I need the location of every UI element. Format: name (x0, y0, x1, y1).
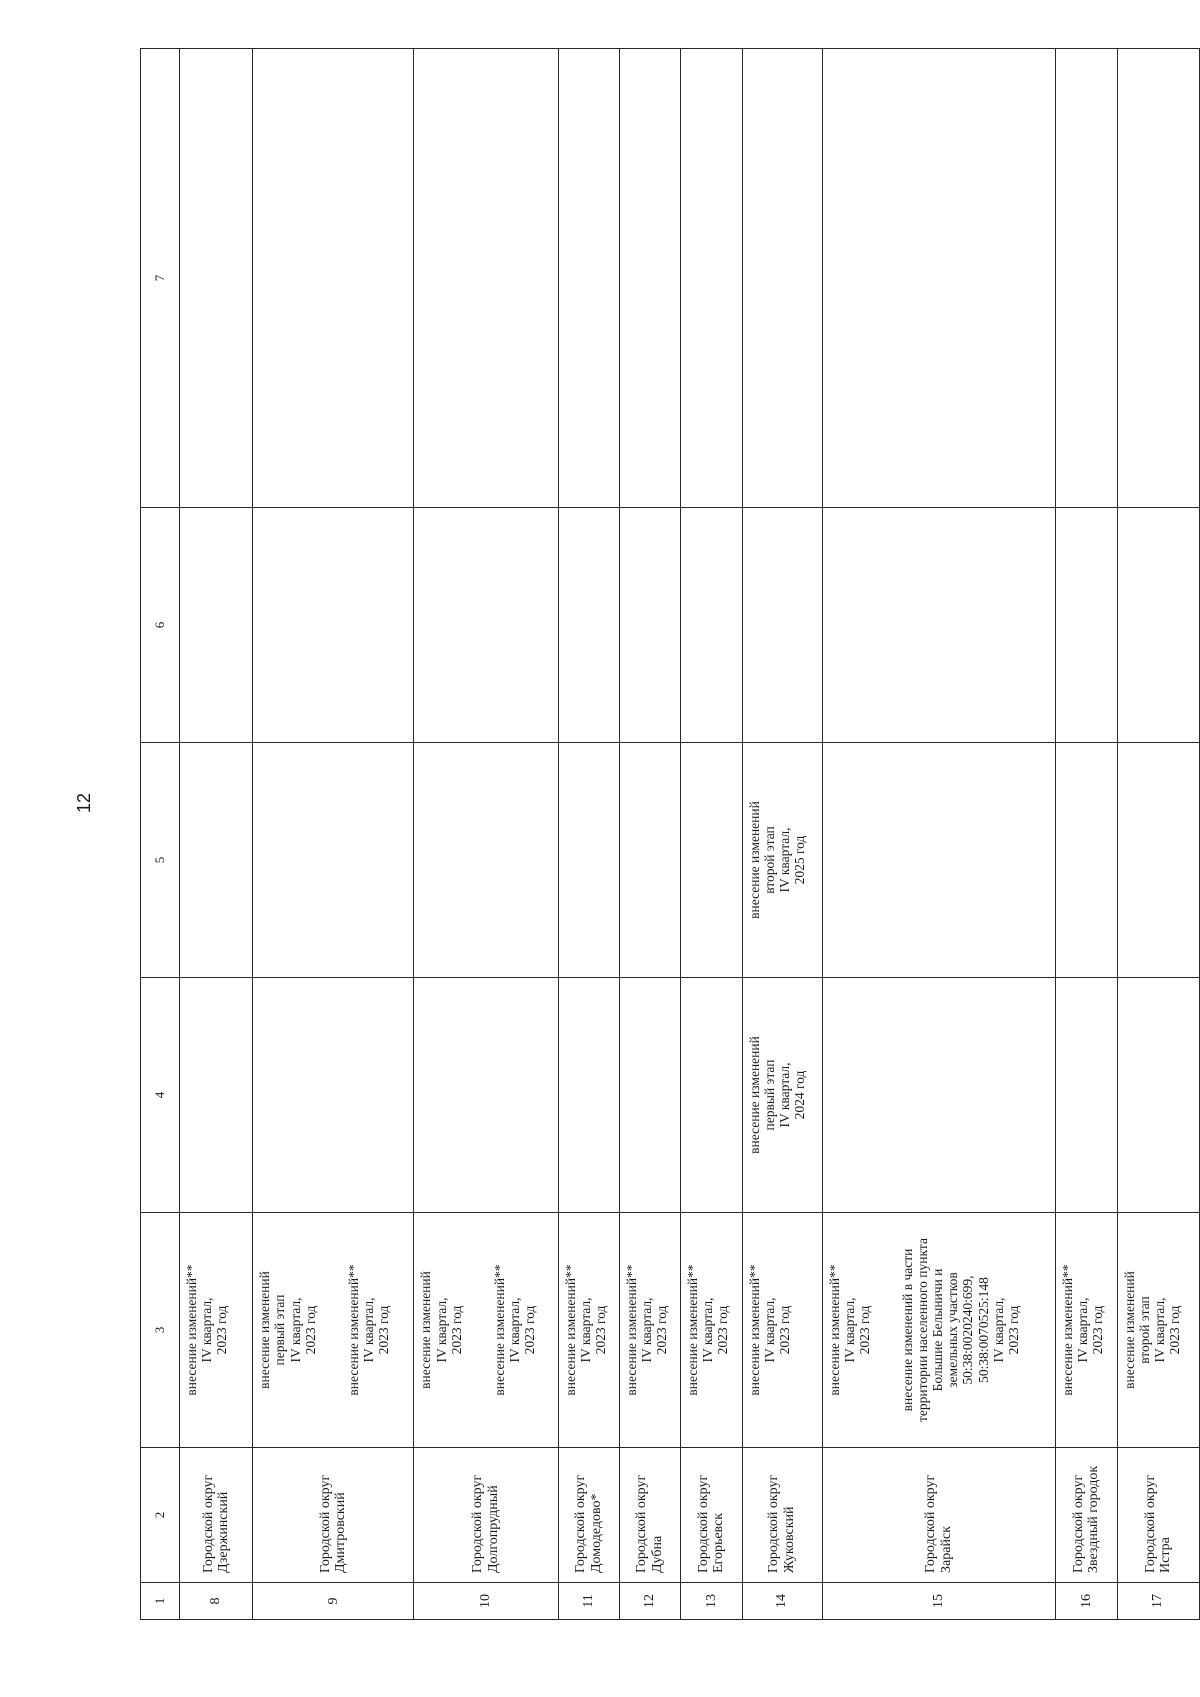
row-number-cell: 12 (619, 1583, 680, 1620)
stage-cell-col3 (681, 1213, 742, 1448)
stage-entry-line: IV квартал, (506, 1297, 522, 1363)
stage-entry-line: IV квартал, (199, 1297, 215, 1363)
empty-cell-col7 (558, 49, 619, 508)
stage-entry-line: внесение изменений в части (899, 1248, 915, 1412)
stage-entry-line: 2023 год (776, 1305, 792, 1355)
stage-entry-line: 50:38:0070525:148 (975, 1277, 991, 1383)
stage-entry (1122, 1219, 1182, 1441)
municipality-cell: Городской округ Зарайск (822, 1448, 1056, 1583)
stage-entry-line: 2023 год (654, 1305, 670, 1355)
municipality-cell: Городской округ Домодедово* (558, 1448, 619, 1583)
header-cell: 7 (141, 49, 180, 508)
empty-cell-col6 (414, 508, 558, 743)
row-number-cell: 10 (414, 1583, 558, 1620)
table-row (681, 49, 742, 1620)
stage-entry-line: внесение изменений** (184, 1264, 199, 1396)
stage-cell-col4 (681, 978, 742, 1213)
table-row (1056, 49, 1117, 1620)
stage-entry-line: 2023 год (592, 1305, 608, 1355)
table-row (619, 49, 680, 1620)
stage-cell-col3 (1056, 1213, 1117, 1448)
stage-entry (418, 1219, 463, 1441)
municipality-cell: Городской округ Истра (1117, 1448, 1199, 1583)
stage-entry-line: 2023 год (302, 1305, 318, 1355)
empty-cell-col6 (681, 508, 742, 743)
stage-cell-col4 (180, 978, 253, 1213)
stage-entry-line: внесение изменений** (746, 1264, 762, 1396)
header-cell: 1 (141, 1583, 180, 1620)
header-cell: 3 (141, 1213, 180, 1448)
schedule-table (140, 48, 1200, 1620)
empty-cell-col6 (253, 508, 414, 743)
stage-entry-line: внесение изменений** (345, 1264, 361, 1396)
stage-entry-line: IV квартал, (287, 1297, 303, 1363)
empty-cell-col7 (619, 49, 680, 508)
table-body (180, 49, 1200, 1620)
stage-cell-col5 (253, 743, 414, 978)
stage-entry-line: IV квартал, (990, 1297, 1006, 1363)
stage-entry-line: внесение изменений (1121, 1271, 1137, 1389)
municipality-cell: Городской округ Долгопрудный (414, 1448, 558, 1583)
stage-entry-line: IV квартал, (1151, 1297, 1167, 1363)
stage-entry (747, 749, 807, 971)
stage-entry (1060, 1219, 1105, 1441)
header-cell: 5 (141, 743, 180, 978)
stage-entry-line: внесение изменений (746, 801, 762, 919)
stage-entry-line: IV квартал, (776, 827, 792, 893)
stage-entry-line: 2024 год (791, 1070, 807, 1120)
stage-entry-line: внесение изменений** (685, 1264, 701, 1396)
table-row (253, 49, 414, 1620)
stage-entry (685, 1219, 730, 1441)
row-number-cell: 16 (1056, 1583, 1117, 1620)
stage-cell-col3 (1117, 1213, 1199, 1448)
empty-cell-col6 (742, 508, 822, 743)
stage-entry-line: 2023 год (448, 1305, 464, 1355)
stage-entry-line: 2023 год (1166, 1305, 1182, 1355)
stage-entry (184, 1219, 229, 1441)
municipality-cell: Городской округ Дубна (619, 1448, 680, 1583)
stage-cell-col4 (822, 978, 1056, 1213)
row-number-cell: 13 (681, 1583, 742, 1620)
row-number-cell: 9 (253, 1583, 414, 1620)
row-number-cell: 17 (1117, 1583, 1199, 1620)
stage-cell-col4 (558, 978, 619, 1213)
stage-cell-col3 (822, 1213, 1056, 1448)
empty-cell-col6 (1056, 508, 1117, 743)
stage-cell-col3 (558, 1213, 619, 1448)
empty-cell-col7 (414, 49, 558, 508)
stage-cell-col3 (253, 1213, 414, 1448)
stage-entry (563, 1219, 608, 1441)
municipality-cell: Городской округ Дмитровский (253, 1448, 414, 1583)
rotated-table-wrapper (140, 49, 1200, 1620)
row-number-cell: 11 (558, 1583, 619, 1620)
empty-cell-col7 (822, 49, 1056, 508)
stage-entry-line: IV квартал, (638, 1297, 654, 1363)
stage-entry-line: 2023 год (214, 1305, 230, 1355)
stage-cell-col5 (822, 743, 1056, 978)
stage-cell-col5 (681, 743, 742, 978)
empty-cell-col7 (1056, 49, 1117, 508)
stage-cell-col5 (414, 743, 558, 978)
table-row (822, 49, 1056, 1620)
stage-entry-line: внесение изменений (418, 1271, 434, 1389)
table-row (558, 49, 619, 1620)
table-row (1117, 49, 1199, 1620)
stage-entry (900, 1219, 1021, 1441)
stage-cell-col3 (180, 1213, 253, 1448)
page-number: 12 (74, 792, 94, 814)
stage-cell-col3 (619, 1213, 680, 1448)
stage-entry-line: внесение изменений** (562, 1264, 578, 1396)
empty-cell-col7 (742, 49, 822, 508)
table-row (414, 49, 558, 1620)
stage-entry (747, 1219, 792, 1441)
stage-entry-line: внесение изменений** (826, 1264, 842, 1396)
empty-cell-col6 (558, 508, 619, 743)
stage-cell-col5 (1056, 743, 1117, 978)
empty-cell-col6 (1117, 508, 1199, 743)
row-number-cell: 14 (742, 1583, 822, 1620)
stage-entry-line: внесение изменений** (623, 1264, 639, 1396)
empty-cell-col6 (180, 508, 253, 743)
stage-entry-line: IV квартал, (1075, 1297, 1091, 1363)
stage-cell-col4 (1056, 978, 1117, 1213)
stage-entry-line: 2023 год (856, 1305, 872, 1355)
table-row (180, 49, 253, 1620)
stage-cell-col4 (742, 978, 822, 1213)
stage-entry-line: первый этап (761, 1059, 777, 1131)
stage-entry-line: IV квартал, (700, 1297, 716, 1363)
header-cell: 6 (141, 508, 180, 743)
municipality-cell: Городской округ Дзержинский (180, 1448, 253, 1583)
stage-entry-line: 50:38:0020240:699, (960, 1275, 976, 1385)
stage-cell-col5 (742, 743, 822, 978)
stage-entry (827, 1219, 872, 1441)
stage-entry-line: IV квартал, (577, 1297, 593, 1363)
stage-entry-line: IV квартал, (761, 1297, 777, 1363)
stage-cell-col5 (619, 743, 680, 978)
stage-entry-line: земельных участков (945, 1272, 961, 1388)
stage-entry-line: 2023 год (1090, 1305, 1106, 1355)
stage-entry-line: второй этап (1136, 1296, 1152, 1364)
stage-entry (624, 1219, 669, 1441)
stage-entry-line: IV квартал, (776, 1062, 792, 1128)
stage-entry-line: 2023 год (376, 1305, 392, 1355)
stage-entry-line: внесение изменений (746, 1036, 762, 1154)
row-number-cell: 8 (180, 1583, 253, 1620)
stage-entry-line: территории населенного пункта (915, 1238, 931, 1422)
municipality-cell: Городской округ Звездный городок (1056, 1448, 1117, 1583)
stage-entry (492, 1219, 537, 1441)
stage-entry-line: Большие Белыничи и (930, 1268, 946, 1392)
table-row (742, 49, 822, 1620)
stage-entry-line: внесение изменений** (1060, 1264, 1076, 1396)
empty-cell-col6 (619, 508, 680, 743)
stage-entry-line: первый этап (272, 1294, 288, 1366)
stage-cell-col3 (742, 1213, 822, 1448)
stage-entry-line: 2023 год (1005, 1305, 1021, 1355)
stage-entry-line: 2023 год (715, 1305, 731, 1355)
stage-entry-line: IV квартал, (433, 1297, 449, 1363)
stage-cell-col5 (1117, 743, 1199, 978)
empty-cell-col7 (681, 49, 742, 508)
stage-entry-line: внесение изменений** (491, 1264, 507, 1396)
stage-cell-col5 (180, 743, 253, 978)
header-row (141, 49, 180, 1620)
header-cell: 4 (141, 978, 180, 1213)
empty-cell-col7 (253, 49, 414, 508)
stage-entry-line: внесение изменений (257, 1271, 273, 1389)
empty-cell-col7 (180, 49, 253, 508)
stage-cell-col5 (558, 743, 619, 978)
header-cell: 2 (141, 1448, 180, 1583)
stage-entry-line: 2025 год (791, 835, 807, 885)
empty-cell-col7 (1117, 49, 1199, 508)
stage-cell-col4 (619, 978, 680, 1213)
stage-entry (747, 984, 807, 1206)
municipality-cell: Городской округ Егорьевск (681, 1448, 742, 1583)
stage-cell-col3 (414, 1213, 558, 1448)
row-number-cell: 15 (822, 1583, 1056, 1620)
stage-entry-line: 2023 год (522, 1305, 538, 1355)
stage-entry (346, 1219, 391, 1441)
municipality-cell: Городской округ Жуковский (742, 1448, 822, 1583)
stage-cell-col4 (414, 978, 558, 1213)
stage-entry-line: IV квартал, (360, 1297, 376, 1363)
stage-entry (257, 1219, 317, 1441)
stage-entry-line: второй этап (761, 826, 777, 894)
empty-cell-col6 (822, 508, 1056, 743)
stage-cell-col4 (253, 978, 414, 1213)
stage-entry-line: IV квартал, (841, 1297, 857, 1363)
stage-cell-col4 (1117, 978, 1199, 1213)
